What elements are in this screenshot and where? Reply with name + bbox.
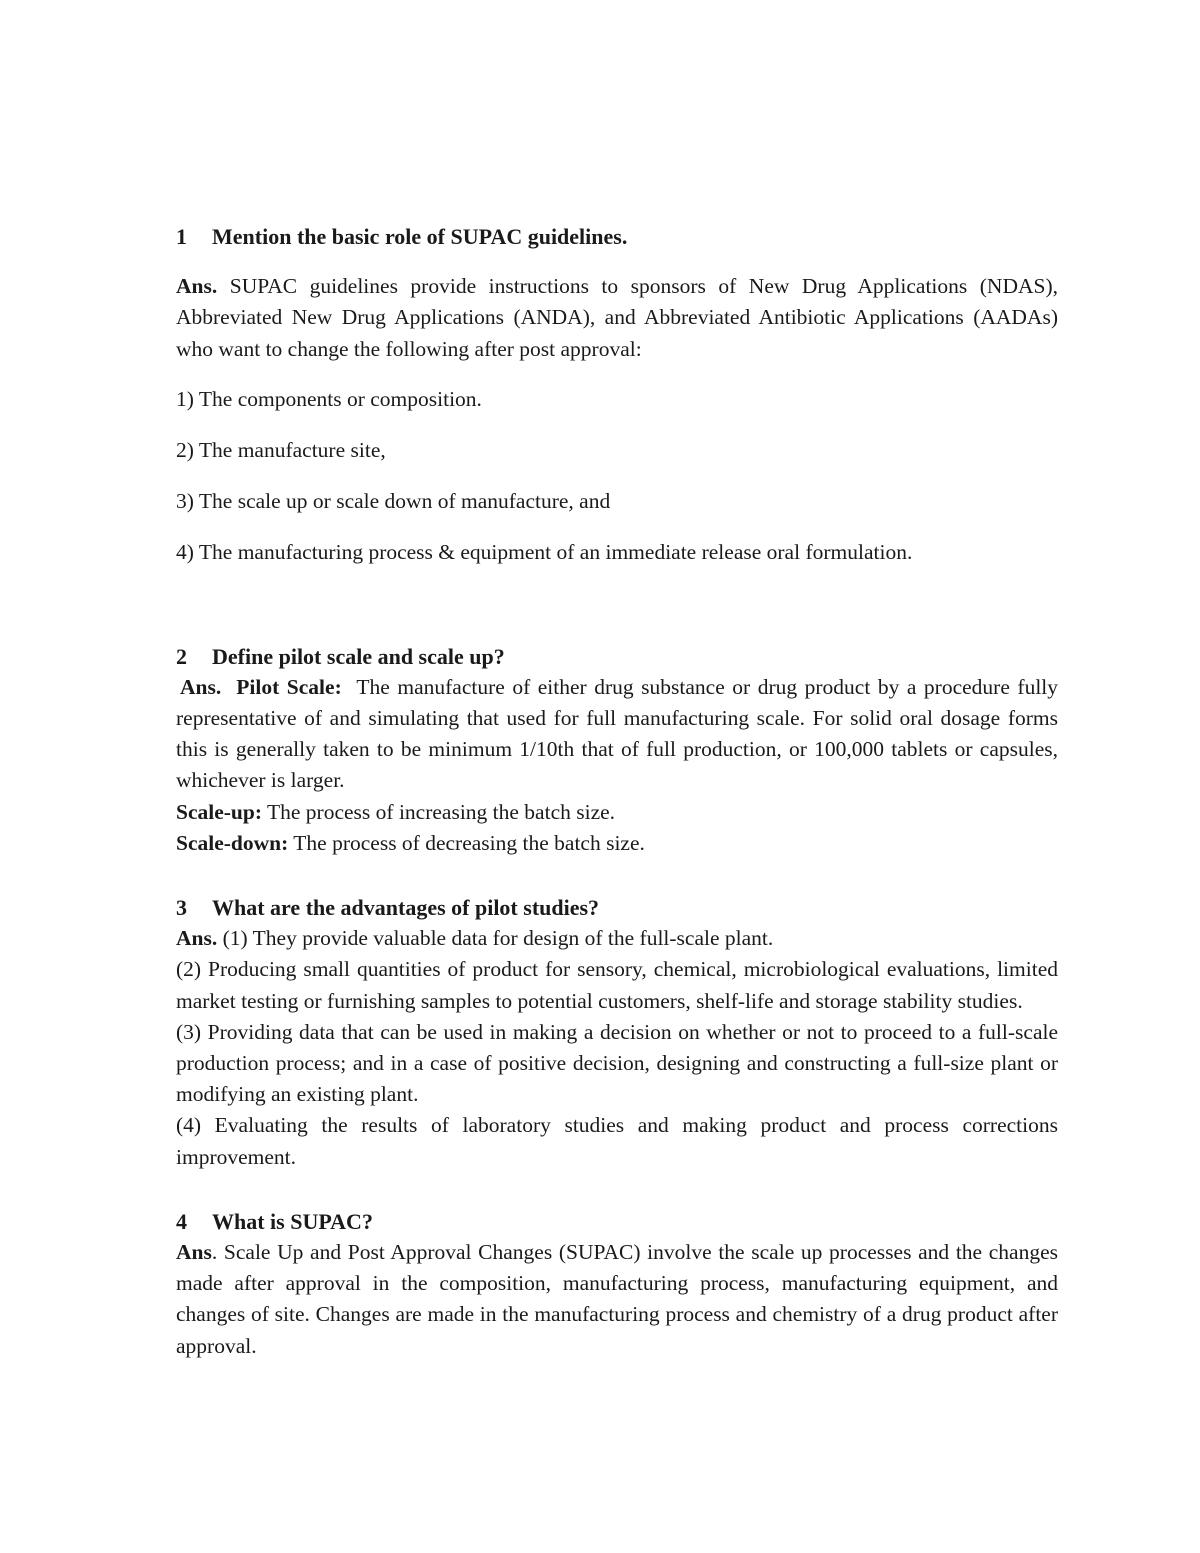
question-number: 3 [176, 895, 187, 921]
answer-point: (1) They provide valuable data for design of the full-scale plant. [222, 926, 774, 951]
question-text: Define pilot scale and scale up? [212, 643, 505, 669]
answer-paragraph [176, 672, 1058, 797]
question-heading [176, 892, 1058, 923]
definition-paragraph [176, 797, 1058, 828]
answer-label: Ans. [176, 274, 218, 299]
answer-paragraph [176, 271, 1058, 365]
list-item: 4) The manufacturing process & equipment of an immediate release oral formulation. [176, 540, 913, 565]
question-text: What are the advantages of pilot studies? [212, 895, 600, 921]
answer-point: (2) Producing small quantities of product for sensory, chemical, microbiological evaluations, limited market testing or furnishing samples to potential customers, shelf-life and storage stability studies. [176, 957, 1058, 1013]
question-heading [176, 1206, 1058, 1237]
answer-label: Ans [176, 1240, 212, 1265]
scale-up-text: The process of increasing the batch size. [267, 799, 616, 824]
question-text: Mention the basic role of SUPAC guidelines. [212, 224, 628, 249]
question-number: 4 [176, 1208, 187, 1234]
answer-paragraph [176, 923, 1058, 954]
question-3 [176, 892, 1058, 1173]
list-item: 3) The scale up or scale down of manufacture, and [176, 489, 611, 514]
question-2 [176, 641, 1058, 859]
answer-point: (4) Evaluating the results of laboratory studies and making product and process corrections improvement. [176, 1113, 1058, 1169]
question-number: 1 [176, 224, 187, 249]
pilot-scale-label: Pilot Scale: [236, 674, 342, 699]
question-4 [176, 1206, 1058, 1362]
scale-down-text: The process of decreasing the batch size. [293, 830, 645, 855]
list-item: 1) The components or composition. [176, 386, 482, 411]
answer-text: . Scale Up and Post Approval Changes (SUPAC) involve the scale up processes and the changes made after approval in the composition, manufacturing process, manufacturing equipment, and changes of site. Changes are made in the manufacturing process and chemistry of a drug product after approval. [176, 1240, 1058, 1358]
answer-label: Ans. [176, 926, 218, 951]
answer-label: Ans. [180, 674, 222, 699]
list-item: 2) The manufacture site, [176, 438, 386, 463]
question-number: 2 [176, 643, 187, 669]
question-heading [176, 221, 1058, 252]
definition-paragraph [176, 828, 1058, 859]
pilot-scale-text: The manufacture of either drug substance or drug product by a procedure fully representative of and simulating that used for full manufacturing scale. For solid oral dosage forms this is generally taken to be minimum 1/10th that of full production, or 100,000 tablets or capsules, whichever is larger. [176, 674, 1059, 793]
question-text: What is SUPAC? [212, 1208, 373, 1234]
answer-paragraph [176, 1237, 1058, 1362]
answer-point: (3) Providing data that can be used in making a decision on whether or not to proceed to a full-scale production process; and in a case of positive decision, designing and constructing a full-size plant or modifying an existing plant. [176, 1019, 1058, 1107]
question-1 [176, 221, 1058, 569]
scale-up-label: Scale-up: [176, 799, 262, 824]
answer-text: SUPAC guidelines provide instructions to sponsors of New Drug Applications (NDAS), Abbreviated New Drug Applications (ANDA), and Abbreviated Antibiotic Applications (AADAs) who want to change the following after post approval: [176, 274, 1058, 361]
question-heading [176, 641, 1058, 672]
document-content [176, 221, 1058, 1362]
scale-down-label: Scale-down: [176, 830, 289, 855]
